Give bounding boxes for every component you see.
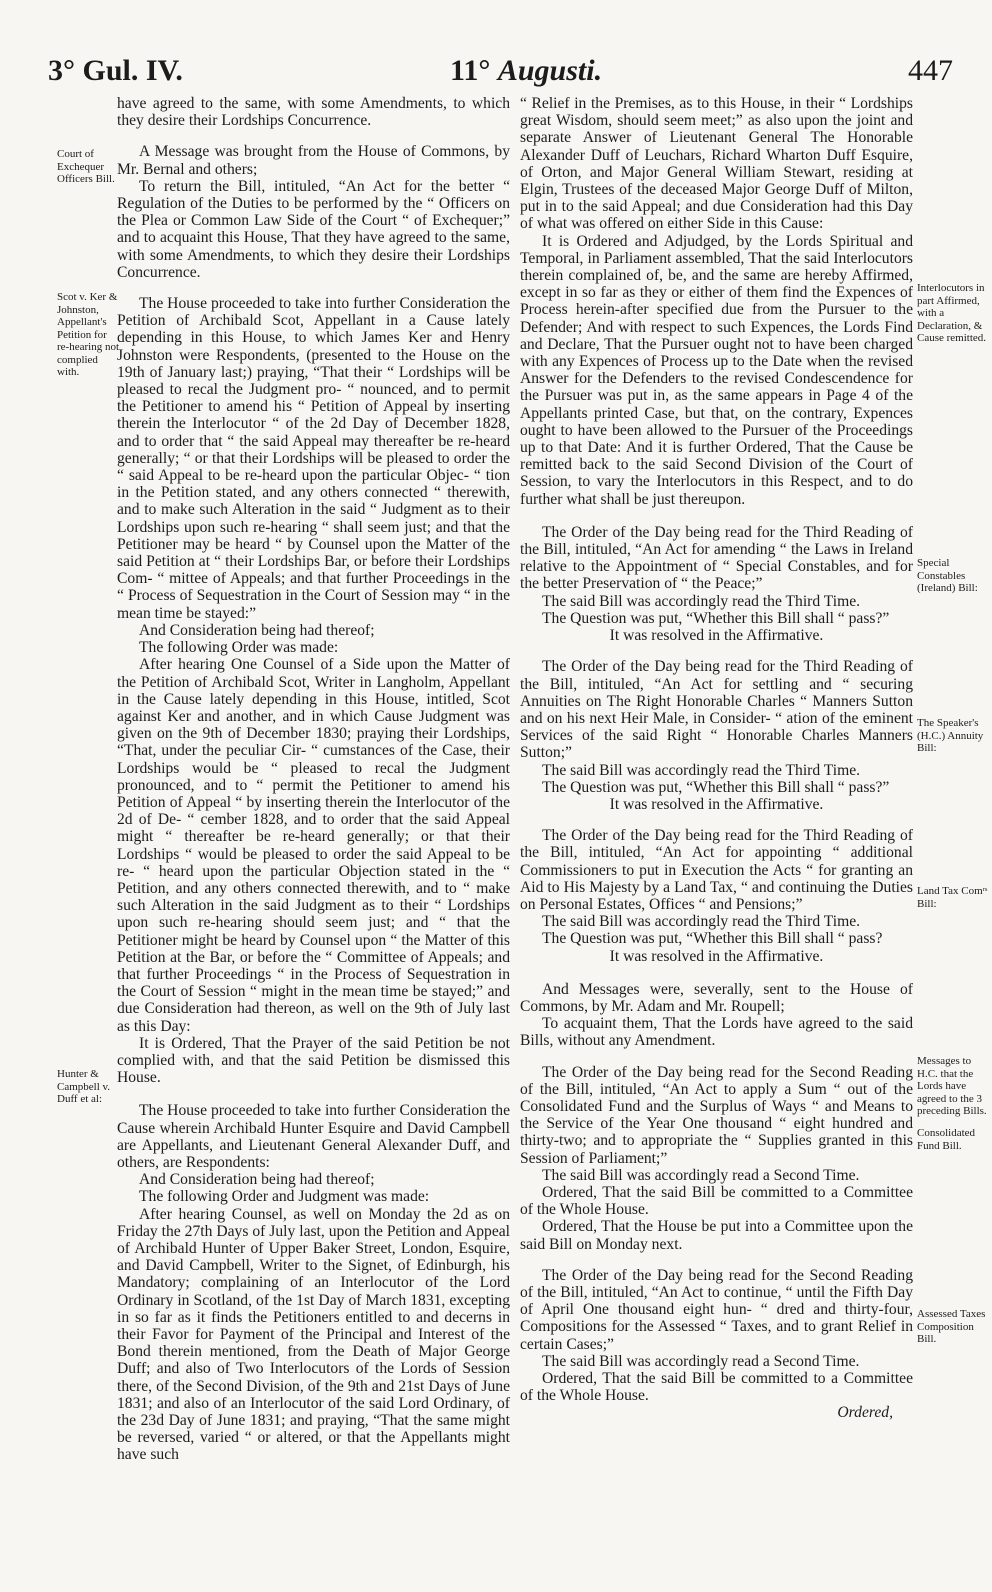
paragraph: Ordered, That the said Bill be committed to a Committee of the Whole House. <box>520 1183 913 1219</box>
paragraph: The said Bill was accordingly read the Third Time. <box>542 592 861 610</box>
header-date <box>450 54 602 88</box>
margin-note-assessed-taxes: Assessed Taxes Composition Bill. <box>917 1308 986 1345</box>
paragraph: The Order of the Day being read for the Third Reading of the Bill, intituled, “An Act for amending “ the Laws in Ireland relative to the Appointment of “ Special Constables, and for the better Preservation of “ the Peace;” <box>520 523 913 593</box>
paragraph: To acquaint them, That the Lords have agreed to the said Bills, without any Amendment. <box>520 1015 913 1050</box>
paragraph: The House proceeded to take into further Consideration the Cause wherein Archibald Hunter Esquire and David Campbell are Appellants, and Lieutenant General Alexander Duff, and others, are Respondents: <box>117 1102 510 1171</box>
paragraph: Ordered, That the House be put into a Committee upon the said Bill on Monday next. <box>520 1218 913 1253</box>
paragraph: The Order of the Day being read for the Second Reading of the Bill, intituled, “An Act to apply a Sum “ out of the Consolidated Fund and the Surplus of Ways “ and Means to the Service of the Year One thousand “ eight hundred and thirty-two; and to appropriate the “ Supplies granted in this Session of Parliament;” <box>520 1063 913 1167</box>
margin-note-special-constables: Special Constables (Ireland) Bill: <box>917 557 978 594</box>
paragraph: The Question was put, “Whether this Bill shall “ pass? <box>542 930 883 948</box>
paragraph: It was resolved in the Affirmative. <box>609 795 824 813</box>
paragraph: The Question was put, “Whether this Bill shall “ pass?” <box>542 609 890 627</box>
margin-note-interlocutors: Interlocutors in part Affirmed, with a Declaration, & Cause remitted. <box>917 282 987 344</box>
paragraph: After hearing Counsel, as well on Monday the 2d as on Friday the 27th Days of July last, upon the Petition and Appeal of Archibald Hunter of Upper Baker Street, London, Esquire, and David Campbell, Writer to the Signet, of Edinburgh, his Mandatory; complaining of an Interlocutor of the Lord Ordinary in Scotland, of the 1st Day of March 1831, excepting in so far as it finds the Petitioners entitled to and decerns in their Favor for Payment of the Principal and Interest of the Bond therein mentioned, from the Death of Major George Duff; and also of Two Interlocutors of the Lords of Session there, of the Second Division, of the 9th and 21st Days of June 1831; and also of an Interlocutor of the said Lord Ordinary, of the 23d Day of June 1831; and praying, “That the same might be reversed, varied “ or altered, or that the Appellants might have such <box>117 1205 510 1464</box>
paragraph: The Order of the Day being read for the Third Reading of the Bill, intituled, “An Act for settling and “ securing Annuities on The Right Honorable Charles “ Manners Sutton and on his next Heir Male, in Consider- “ ation of the eminent Services of the said Right “ Honorable Charles Manners Sutton;” <box>520 658 913 762</box>
paragraph: And Messages were, severally, sent to the House of Commons, by Mr. Adam and Mr. Roupell; <box>520 980 913 1015</box>
paragraph: The Order of the Day being read for the Second Reading of the Bill, intituled, “An Act to continue, “ until the Fifth Day of April One thousand eight hun- “ dred and thirty-four, Compositions for the Assessed “ Taxes, and to grant Relief in certain Cases;” <box>520 1266 913 1353</box>
catchword <box>520 1404 913 1421</box>
paragraph: The said Bill was accordingly read the Third Time. <box>542 761 861 779</box>
paragraph: The following Order and Judgment was made: <box>139 1188 430 1206</box>
left-column <box>117 95 510 1464</box>
right-column <box>520 95 913 1422</box>
paragraph: The following Order was made: <box>139 639 339 657</box>
catchword-text: Ordered, <box>837 1404 893 1422</box>
margin-note-messages-hc: Messages to H.C. that the Lords have agreed to the 3 preceding Bills. <box>917 1055 987 1117</box>
paragraph: The said Bill was accordingly read the Third Time. <box>542 913 861 931</box>
paragraph: It was resolved in the Affirmative. <box>609 947 824 965</box>
margin-note-speakers-annuity: The Speaker's (H.C.) Annuity Bill: <box>917 717 984 754</box>
running-header <box>0 54 992 94</box>
paragraph: Ordered, That the said Bill be committed to a Committee of the Whole House. <box>520 1370 913 1405</box>
paragraph: The House proceeded to take into further Consideration the Petition of Archibald Scot, Appellant in a Cause lately depending in this House, to which James Ker and Henry Johnston were Respondents, (presented to the House on the 19th of January last;) praying, “That their “ Lordships will be pleased to recal the Judgment pro- “ nounced, and to permit the Petitioner to amend his “ Petition of Appeal by inserting therein the Interlocutor “ of the 2d Day of December 1828, and to order that “ the said Appeal may thereafter be re-heard generally; “ or that their Lordships will be pleased to order the “ said Appeal to be re-heard upon the particular Objec- “ tion in the Petition stated, and any others connected “ therewith, and to make such Alteration in the said “ Judgment as to their Lordships upon such re-hearing “ shall seem just; and that the Petitioner may be heard “ by Counsel upon the Matter of the said Petition at “ their Lordships Bar, or before their Lordships Com- “ mittee of Appeals; and that further Proceedings in the “ Process of Sequestration in the Court of Session may “ in the mean time be stayed:” <box>117 295 510 622</box>
paragraph: The said Bill was accordingly read a Second Time. <box>542 1166 860 1184</box>
page-number: 447 <box>908 54 953 87</box>
paragraph: It is Ordered and Adjudged, by the Lords Spiritual and Temporal, in Parliament assembled, That the said Interlocutors therein complained of, be, and the same are hereby Affirmed, except in so far as they or either of them find the Expences of Process herein-after specified due from the Pursuer to the Defender; And with respect to such Expences, the Lords Find and Declare, That the Pursuer ought not to have been charged with any Expences of Process up to the Date when the revised Answer for the Defenders to the revised Condescendence for the Pursuer was put in, as the same appears in Page 4 of the Appellants printed Case, but that, on the contrary, Expences ought to have been allowed to the Pursuer of the Proceedings up to that Date: And it is further Ordered, That the Cause be remitted back to the said Second Division of the Court of Session, to vary the Interlocutors in this Respect, and to do further what shall be just thereupon. <box>520 232 913 508</box>
paragraph: The Order of the Day being read for the Third Reading of the Bill, intituled, “An Act for appointing “ additional Commissioners to put in Execution the Acts “ for granting an Aid to His Majesty by a Land Tax, “ and continuing the Duties on Personal Estates, Offices “ and Pensions;” <box>520 827 913 913</box>
margin-note-court-exchequer: Court of Exchequer Officers Bill. <box>57 148 115 185</box>
paragraph: And Consideration being had thereof; <box>139 1171 375 1189</box>
paragraph: The said Bill was accordingly read a Second Time. <box>542 1352 860 1370</box>
margin-note-land-tax: Land Tax Comʳˢ Bill: <box>917 885 988 910</box>
paragraph: have agreed to the same, with some Amendments, to which they desire their Lordships Concurrence. <box>117 95 510 130</box>
paragraph: A Message was brought from the House of Commons, by Mr. Bernal and others; <box>117 143 510 178</box>
header-regnal-year: 3° Gul. IV. <box>48 54 183 87</box>
header-month: Augusti. <box>497 54 603 87</box>
margin-note-consolidated-fund: Consolidated Fund Bill. <box>917 1127 976 1152</box>
margin-note-scot-ker: Scot v. Ker & Johnston, Appellant's Petition for re-hearing not complied with. <box>57 291 119 378</box>
paragraph: And Consideration being had thereof; <box>139 621 375 639</box>
paragraph: “ Relief in the Premises, as to this House, in their “ Lordships great Wisdom, should seem meet;” as also upon the joint and separate Answer of Lieutenant General The Honorable Alexander Duff of Leuchars, Richard Wharton Duff Esquire, of Orton, and Major General William Stewart, residing at Elgin, Trustees of the deceased Major George Duff of Milton, put in to the said Appeal; and due Consideration had this Day of what was offered on either Side in this Cause: <box>520 95 913 233</box>
paragraph: The Question was put, “Whether this Bill shall “ pass?” <box>542 778 890 796</box>
paragraph: It is Ordered, That the Prayer of the said Petition be not complied with, and that the said Petition be dismissed this House. <box>117 1034 510 1087</box>
paragraph: To return the Bill, intituled, “An Act for the better “ Regulation of the Duties to be performed by the “ Officers on the Plea or Common Law Side of the Court “ of Exchequer;” and to acquaint this House, That they have agreed to the same, with some Amendments, to which they desire their Lordships Concurrence. <box>117 177 510 281</box>
header-day: 11° <box>450 54 491 87</box>
margin-note-hunter-campbell: Hunter & Campbell v. Duff et al: <box>57 1068 111 1105</box>
paragraph: After hearing One Counsel of a Side upon the Matter of the Petition of Archibald Scot, Writer in Langholm, Appellant in the Cause lately depending in this House, intitled, Scot against Ker and another, and in which Cause Judgment was given on the 9th of December 1830; praying their Lordships, “That, under the peculiar Cir- “ cumstances of the Case, their Lordships would be “ pleased to recal the Judgment pronounced, and to “ permit the Petitioner to amend his Petition of Appeal “ by inserting therein the Interlocutor of the 2d of De- “ cember 1828, and to order that the said Appeal might “ thereafter be re-heard generally; or that their Lordships “ would be pleased to order the said Appeal to be re- “ heard upon the particular Objection stated in the “ Petition, and any others connected therewith, and to “ make such Alteration in the said Judgment as to their “ Lordships upon such re-hearing should seem just; and “ that the Petitioner might be heard by Counsel upon “ the Matter of this Petition at the Bar, or before the “ Committee of Appeals; and that further Proceedings “ in the Process of Sequestration in the Court of Session “ might in the mean time be stayed;” and due Consideration had thereon, as well on the 9th of July last as this Day: <box>117 656 510 1035</box>
paragraph: It was resolved in the Affirmative. <box>609 627 824 645</box>
